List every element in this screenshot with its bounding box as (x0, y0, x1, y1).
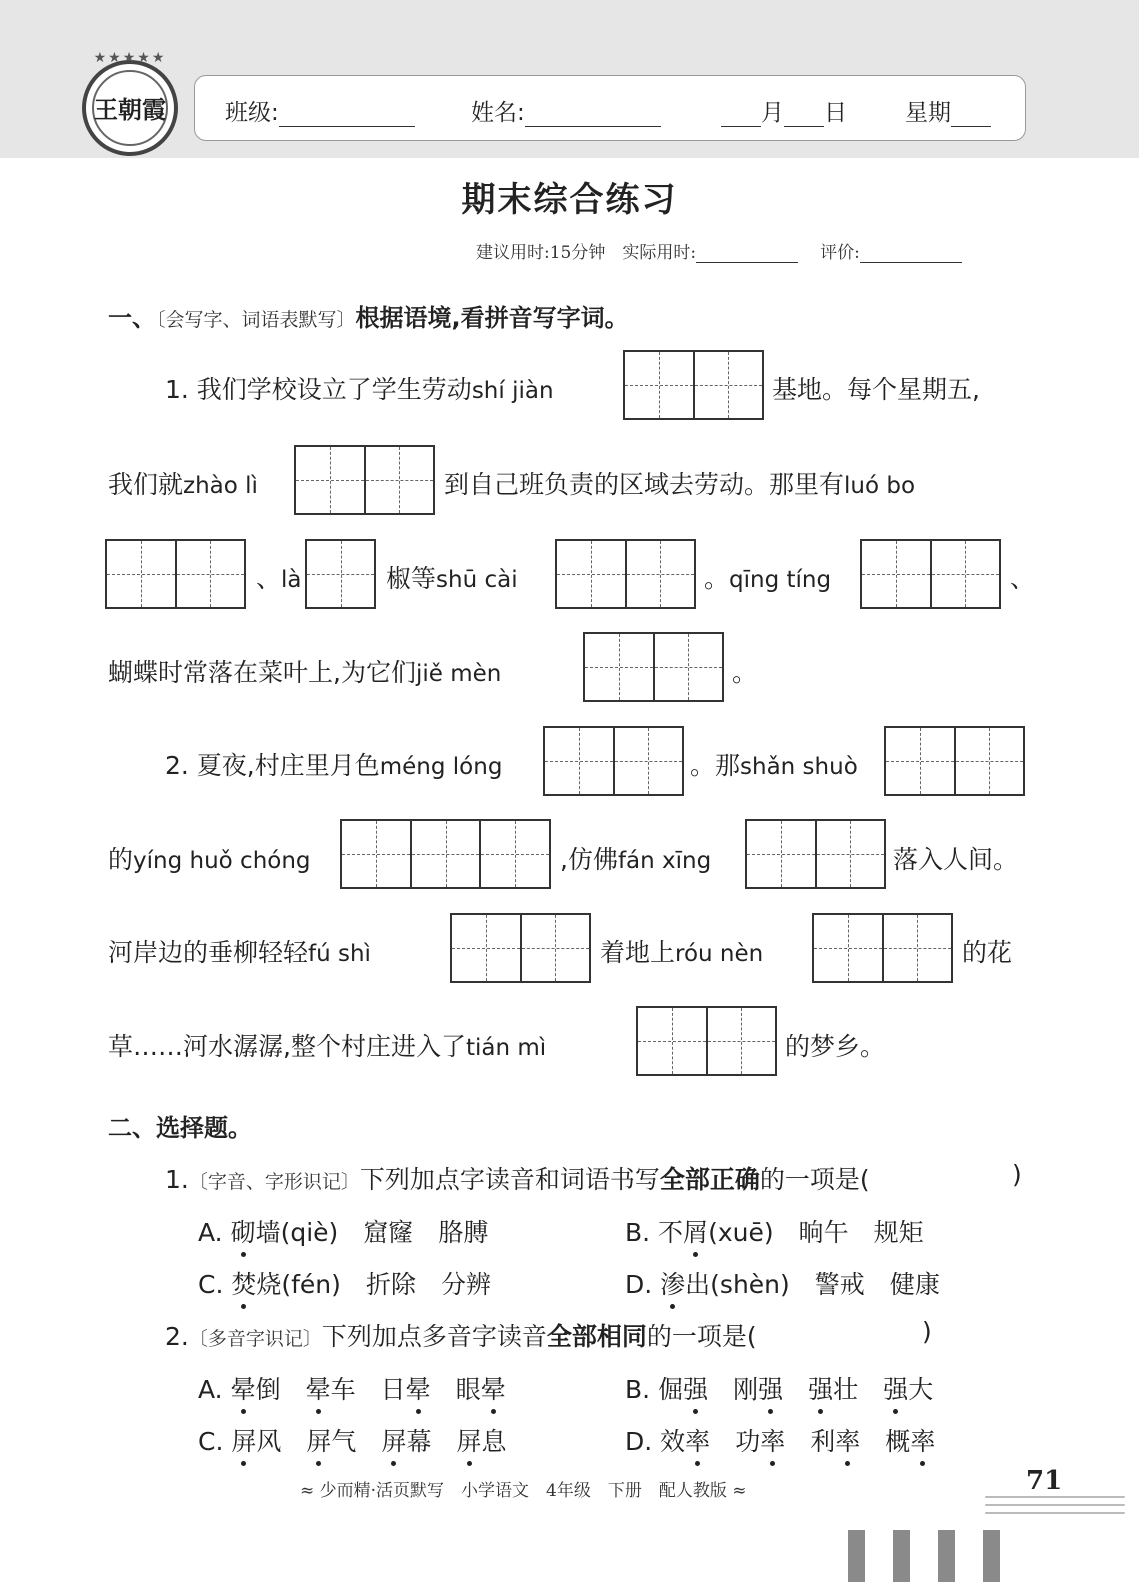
s1-line6-text: 的yíng huǒ chóng (108, 845, 311, 874)
s1-line7-mid: 着地上róu nèn (600, 938, 764, 967)
answer-box[interactable] (812, 913, 953, 983)
s1-line1-tail: 基地。每个星期五, (772, 375, 980, 404)
weekday-field[interactable]: 星期 (905, 94, 991, 127)
class-field[interactable]: 班级: (225, 94, 415, 127)
s1-line3-mid: 椒等shū cài (386, 564, 518, 593)
page-number: 71 (1026, 1466, 1063, 1496)
answer-box[interactable] (294, 445, 435, 515)
s1-line5-text: 2. 夏夜,村庄里月色méng lóng (165, 751, 503, 780)
q1-option-c[interactable]: C. 焚烧(fén) 折除 分辨 (198, 1265, 491, 1301)
q1-option-a[interactable]: A. 砌墙(qiè) 窟窿 胳膊 (198, 1213, 488, 1249)
answer-box[interactable] (583, 632, 724, 702)
q2-option-b[interactable]: B. 倔强 刚强 强壮 强大 (625, 1370, 933, 1406)
s1-line7-text: 河岸边的垂柳轻轻fú shì (108, 938, 371, 967)
question-2: 2.〔多音字识记〕下列加点多音字读音全部相同的一项是( (165, 1322, 757, 1351)
answer-box[interactable] (340, 819, 551, 889)
s1-line3-mid2: 。qīng tíng (704, 564, 832, 593)
q2-option-d[interactable]: D. 效率 功率 利率 概率 (625, 1422, 935, 1458)
q2-option-c[interactable]: C. 屏风 屏气 屏幕 屏息 (198, 1422, 507, 1458)
answer-box[interactable] (105, 539, 246, 609)
answer-box[interactable] (305, 539, 376, 609)
q1-option-b[interactable]: B. 不屑(xuē) 晌午 规矩 (625, 1213, 924, 1249)
q2-answer-paren[interactable]: ) (922, 1317, 932, 1346)
section-2-heading: 二、选择题。 (108, 1114, 252, 1142)
s1-line8-tail: 的梦乡。 (785, 1032, 886, 1061)
s1-line3-tail: 、 (1010, 564, 1036, 593)
time-info: 建议用时:15分钟 实际用时: 评价: (476, 238, 962, 263)
q2-option-a[interactable]: A. 晕倒 晕车 日晕 眼晕 (198, 1370, 506, 1406)
decor-wave (985, 1496, 1125, 1498)
s1-line4-text: 蝴蝶时常落在菜叶上,为它们jiě mèn (108, 658, 502, 687)
decor-stripe (848, 1530, 865, 1582)
star-icons: ★★★★★ (93, 50, 167, 66)
s1-line5-mid: 。那shǎn shuò (690, 751, 858, 780)
publisher-logo (82, 50, 178, 156)
logo-text: 王朝霞 (94, 95, 166, 124)
answer-box[interactable] (860, 539, 1001, 609)
s1-line8-text: 草……河水潺潺,整个村庄进入了tián mì (108, 1032, 547, 1061)
decor-stripe (983, 1530, 1000, 1582)
q1-answer-paren[interactable]: ) (1012, 1160, 1022, 1189)
s1-line2-text: 我们就zhào lì (108, 470, 258, 499)
decor-wave (985, 1504, 1125, 1506)
date-field[interactable]: 月 日 (721, 94, 847, 127)
s1-line1-text: 1. 我们学校设立了学生劳动shí jiàn (165, 375, 554, 404)
s1-line2-tail: 到自己班负责的区域去劳动。那里有luó bo (444, 470, 916, 499)
name-field[interactable]: 姓名: (471, 94, 661, 127)
decor-stripe (938, 1530, 955, 1582)
question-1: 1.〔字音、字形识记〕下列加点字读音和词语书写全部正确的一项是( (165, 1165, 870, 1194)
answer-box[interactable] (623, 350, 764, 420)
decor-wave (985, 1512, 1125, 1514)
s1-line4-tail: 。 (732, 658, 758, 687)
section-1-heading: 一、〔会写字、词语表默写〕根据语境,看拼音写字词。 (108, 304, 629, 332)
answer-box[interactable] (555, 539, 696, 609)
footer-text: ≈ 少而精·活页默写 小学语文 4年级 下册 配人教版 ≈ (300, 1481, 747, 1501)
decor-stripe (893, 1530, 910, 1582)
answer-box[interactable] (543, 726, 684, 796)
answer-box[interactable] (450, 913, 591, 983)
s1-line6-mid: ,仿佛fán xīng (560, 845, 712, 874)
q1-option-d[interactable]: D. 渗出(shèn) 警戒 健康 (625, 1265, 940, 1301)
page-title: 期末综合练习 (461, 180, 678, 220)
answer-box[interactable] (745, 819, 886, 889)
s1-line7-tail: 的花 (962, 938, 1013, 967)
s1-line3-text: 、là (256, 564, 302, 593)
s1-line6-tail: 落入人间。 (893, 845, 1019, 874)
answer-box[interactable] (636, 1006, 777, 1076)
student-info-bar (194, 75, 1026, 141)
answer-box[interactable] (884, 726, 1025, 796)
